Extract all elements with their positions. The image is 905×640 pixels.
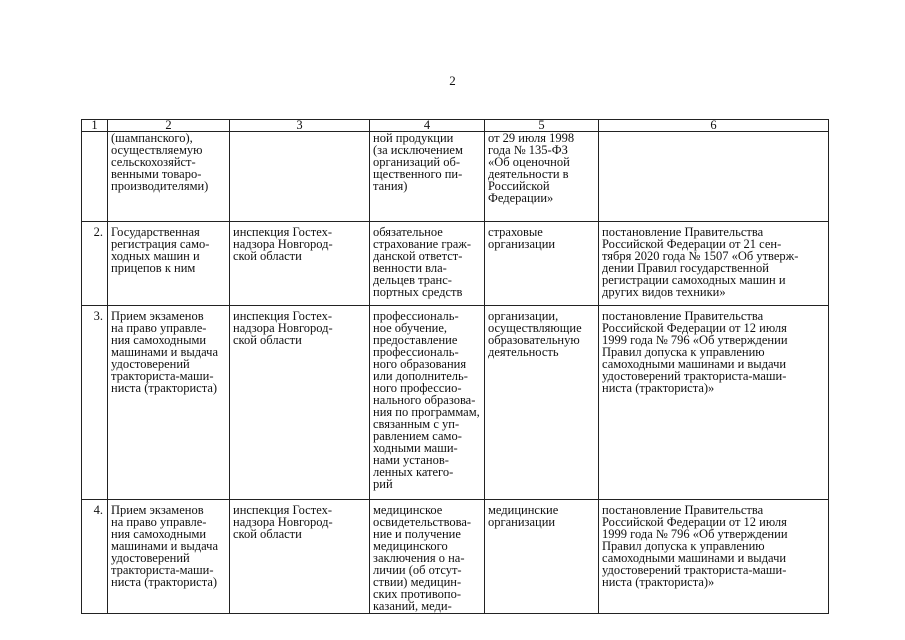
column-header-4: 4 <box>370 120 485 132</box>
legal-basis-cell: постановление Правительства Российской Федерации от 21 сен- тября 2020 года № 1507 «Об утверж- дении Правил государственной регистрации самоходных машин и других видов техники» <box>599 222 829 306</box>
service-name-cell: Прием экзаменов на право управле- ния самоходными машинами и выдача удостоверений тракториста-маши- ниста (тракториста) <box>108 500 230 614</box>
column-header-3: 3 <box>230 120 370 132</box>
row-number: 3. <box>82 306 108 500</box>
table-row <box>82 132 829 222</box>
table-row <box>82 222 829 306</box>
row-number: 4. <box>82 500 108 614</box>
row-number: 2. <box>82 222 108 306</box>
authority-cell: инспекция Гостех- надзора Новгород- ской области <box>230 500 370 614</box>
provider-cell: от 29 июля 1998 года № 135-ФЗ «Об оценочной деятельности в Российской Федерации» <box>485 132 599 222</box>
provider-cell: страховые организации <box>485 222 599 306</box>
column-header-2: 2 <box>108 120 230 132</box>
legal-basis-cell <box>599 132 829 222</box>
row-number <box>82 132 108 222</box>
authority-cell <box>230 132 370 222</box>
related-service-cell: профессиональ- ное обучение, предоставление профессиональ- ного образования или дополнитель- ного профессио- нального образова- ния по программам, связанным с уп- равлением само- ходными маши- нами установ- ленных катего- рий <box>370 306 485 500</box>
provider-cell: организации, осуществляющие образовательную деятельность <box>485 306 599 500</box>
service-name-cell: Государственная регистрация само- ходных машин и прицепов к ним <box>108 222 230 306</box>
related-service-cell: ной продукции (за исключением организаций об- щественного пи- тания) <box>370 132 485 222</box>
table-row <box>82 306 829 500</box>
services-table <box>81 119 829 614</box>
legal-basis-cell: постановление Правительства Российской Федерации от 12 июля 1999 года № 796 «Об утверждении Правил допуска к управлению самоходными машинами и выдачи удостоверений тракториста-маши- ниста (тракториста)» <box>599 500 829 614</box>
page-number: 2 <box>449 73 456 88</box>
column-header-6: 6 <box>599 120 829 132</box>
legal-basis-cell: постановление Правительства Российской Федерации от 12 июля 1999 года № 796 «Об утверждении Правил допуска к управлению самоходными машинами и выдачи удостоверений тракториста-маши- ниста (тракториста)» <box>599 306 829 500</box>
column-header-5: 5 <box>485 120 599 132</box>
related-service-cell: обязательное страхование граж- данской ответст- венности вла- дельцев транс- портных средств <box>370 222 485 306</box>
service-name-cell: (шампанского), осуществляемую сельскохозяйст- венными товаро- производителями) <box>108 132 230 222</box>
authority-cell: инспекция Гостех- надзора Новгород- ской области <box>230 306 370 500</box>
authority-cell: инспекция Гостех- надзора Новгород- ской области <box>230 222 370 306</box>
column-header-1: 1 <box>82 120 108 132</box>
related-service-cell: медицинское освидетельствова- ние и получение медицинского заключения о на- личии (об отсут- ствии) медицин- ских противопо- казаний, меди- <box>370 500 485 614</box>
provider-cell: медицинские организации <box>485 500 599 614</box>
table-header-row <box>82 120 829 132</box>
table-row <box>82 500 829 614</box>
service-name-cell: Прием экзаменов на право управле- ния самоходными машинами и выдача удостоверений тракториста-маши- ниста (тракториста) <box>108 306 230 500</box>
